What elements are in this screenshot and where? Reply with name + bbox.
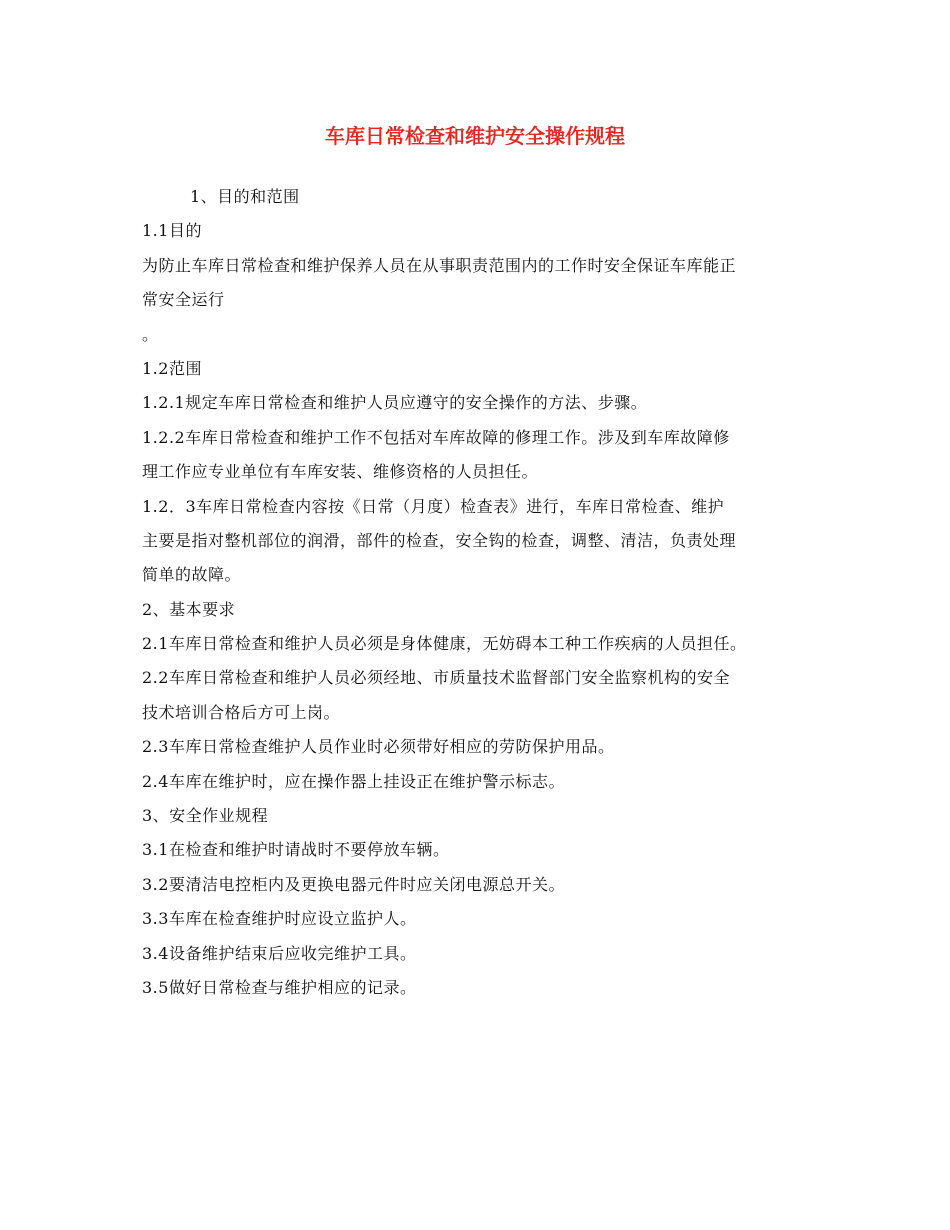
paragraph-line: 。 <box>142 324 159 344</box>
paragraph-line: 为防止车库日常检查和维护保养人员在从事职责范围内的工作时安全保证车库能正 <box>142 255 737 275</box>
paragraph-line: 主要是指对整机部位的润滑，部件的检查，安全钩的检查，调整、清洁，负责处理 <box>142 530 737 550</box>
paragraph-line: 简单的故障。 <box>142 565 242 585</box>
paragraph-line: 2.3车库日常检查维护人员作业时必须带好相应的劳防保护用品。 <box>142 737 615 757</box>
paragraph-line: 常安全运行 <box>142 290 225 310</box>
paragraph-line: 2.2车库日常检查和维护人员必须经地、市质量技术监督部门安全监察机构的安全 <box>142 668 730 688</box>
document-body <box>142 180 822 1005</box>
subsection-heading: 1.1目的 <box>142 221 202 241</box>
paragraph-line: 1.2.1规定车库日常检查和维护人员应遵守的安全操作的方法、步骤。 <box>142 393 648 413</box>
paragraph-line: 技术培训合格后方可上岗。 <box>142 702 341 722</box>
section-heading: 1、目的和范围 <box>190 187 300 206</box>
paragraph-line: 3.4设备维护结束后应收完维护工具。 <box>142 943 417 963</box>
paragraph-line: 2.4车库在维护时，应在操作器上挂设正在维护警示标志。 <box>142 771 565 791</box>
paragraph-line: 3.2要清洁电控柜内及更换电器元件时应关闭电源总开关。 <box>142 874 565 894</box>
paragraph-line: 1.2.2车库日常检查和维护工作不包括对车库故障的修理工作。涉及到车库故障修 <box>142 427 730 447</box>
section-heading: 3、安全作业规程 <box>142 806 269 826</box>
paragraph-line: 3.3车库在检查维护时应设立监护人。 <box>142 909 417 929</box>
paragraph-line: 3.5做好日常检查与维护相应的记录。 <box>142 977 417 997</box>
section-heading: 2、基本要求 <box>142 599 236 619</box>
paragraph-line: 1.2．3车库日常检查内容按《日常（月度）检查表》进行，车库日常检查、维护 <box>142 496 725 516</box>
subsection-heading: 1.2范围 <box>142 358 202 378</box>
paragraph-line: 2.1车库日常检查和维护人员必须是身体健康，无妨碍本工种工作疾病的人员担任。 <box>142 634 747 654</box>
paragraph-line: 3.1在检查和维护时请战时不要停放车辆。 <box>142 840 450 860</box>
document-title: 车库日常检查和维护安全操作规程 <box>325 124 625 148</box>
paragraph-line: 理工作应专业单位有车库安装、维修资格的人员担任。 <box>142 462 539 482</box>
